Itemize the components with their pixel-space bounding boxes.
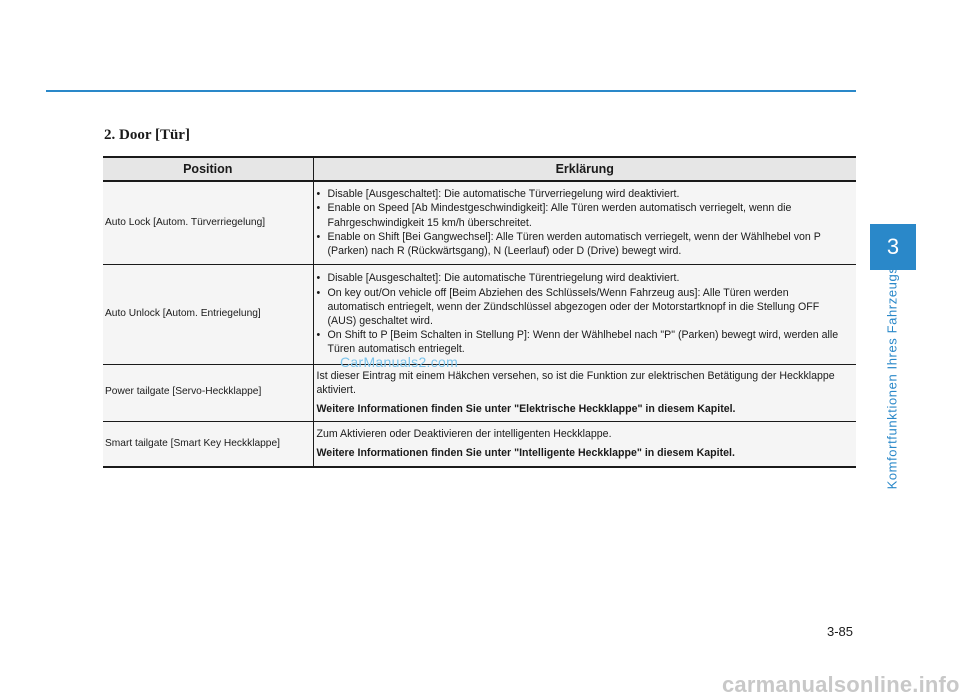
top-rule [46,90,856,92]
reference-note: Weitere Informationen finden Sie unter "Elektrische Heckklappe" in diesem Kapitel. [316,403,736,416]
door-settings-table [103,156,856,468]
list-item: • Disable [Ausgeschaltet]: Die automatische Türentriegelung wird deaktiviert. [317,271,849,285]
row-position-power-tailgate: Power tailgate [Servo-Heckklappe] [103,364,313,421]
row-description: Zum Aktivieren oder Deaktivieren der intelligenten Heckklappe. [316,428,612,441]
list-item: • On Shift to P [Beim Schalten in Stellung P]: Wenn der Wählhebel nach "P" (Parken) bewegt wird, werden alle Türen automatisch entriegelt. [317,328,849,356]
table-row [103,181,856,264]
row-explanation-auto-lock [313,181,856,264]
list-item: • On key out/On vehicle off [Beim Abziehen des Schlüssels/Wenn Fahrzeug aus]: Alle Türen werden automatisch entriegelt, wenn der Zündschlüssel abgezogen oder der Motorstartknopf in die Stellung OFF (AUS) geschaltet wird. [317,286,849,329]
bullet-list [317,271,849,356]
table-row [103,421,856,467]
row-explanation-auto-unlock [313,264,856,364]
row-position-auto-lock: Auto Lock [Autom. Türverriegelung] [103,181,313,264]
chapter-tab: 3 [870,224,916,270]
row-description: Ist dieser Eintrag mit einem Häkchen versehen, so ist die Funktion zur elektrischen Betätigung der Heckklappe aktiviert. [316,369,835,396]
section-title: 2. Door [Tür] [104,127,190,143]
footer-site-logo: carmanualsonline.info [722,672,960,697]
row-explanation-power-tailgate [313,364,856,421]
list-item: • Enable on Speed [Ab Mindestgeschwindigkeit]: Alle Türen werden automatisch verriegelt, wenn die Fahrgeschwindigkeit 15 km/h überschreitet. [317,201,849,229]
header-position: Position [103,157,313,181]
list-item: • Disable [Ausgeschaltet]: Die automatische Türverriegelung wird deaktiviert. [317,187,849,201]
header-explanation: Erklärung [313,157,856,181]
list-item: • Enable on Shift [Bei Gangwechsel]: Alle Türen werden automatisch verriegelt, wenn der Wählhebel von P (Parken) nach R (Rückwärtsgang), N (Leerlauf) oder D (Drive) bewegt wird. [317,230,849,258]
row-position-smart-tailgate: Smart tailgate [Smart Key Heckklappe] [103,421,313,467]
table-header-row [103,157,856,181]
table-row [103,264,856,364]
watermark: CarManuals2.com [340,354,459,370]
row-position-auto-unlock: Auto Unlock [Autom. Entriegelung] [103,264,313,364]
table-row [103,364,856,421]
row-explanation-smart-tailgate [313,421,856,467]
reference-note: Weitere Informationen finden Sie unter "Intelligente Heckklappe" in diesem Kapitel. [316,447,735,460]
chapter-title: Komfortfunktionen Ihres Fahrzeugs [884,266,900,490]
bullet-list [317,187,849,258]
page-number: 3-85 [827,624,854,639]
